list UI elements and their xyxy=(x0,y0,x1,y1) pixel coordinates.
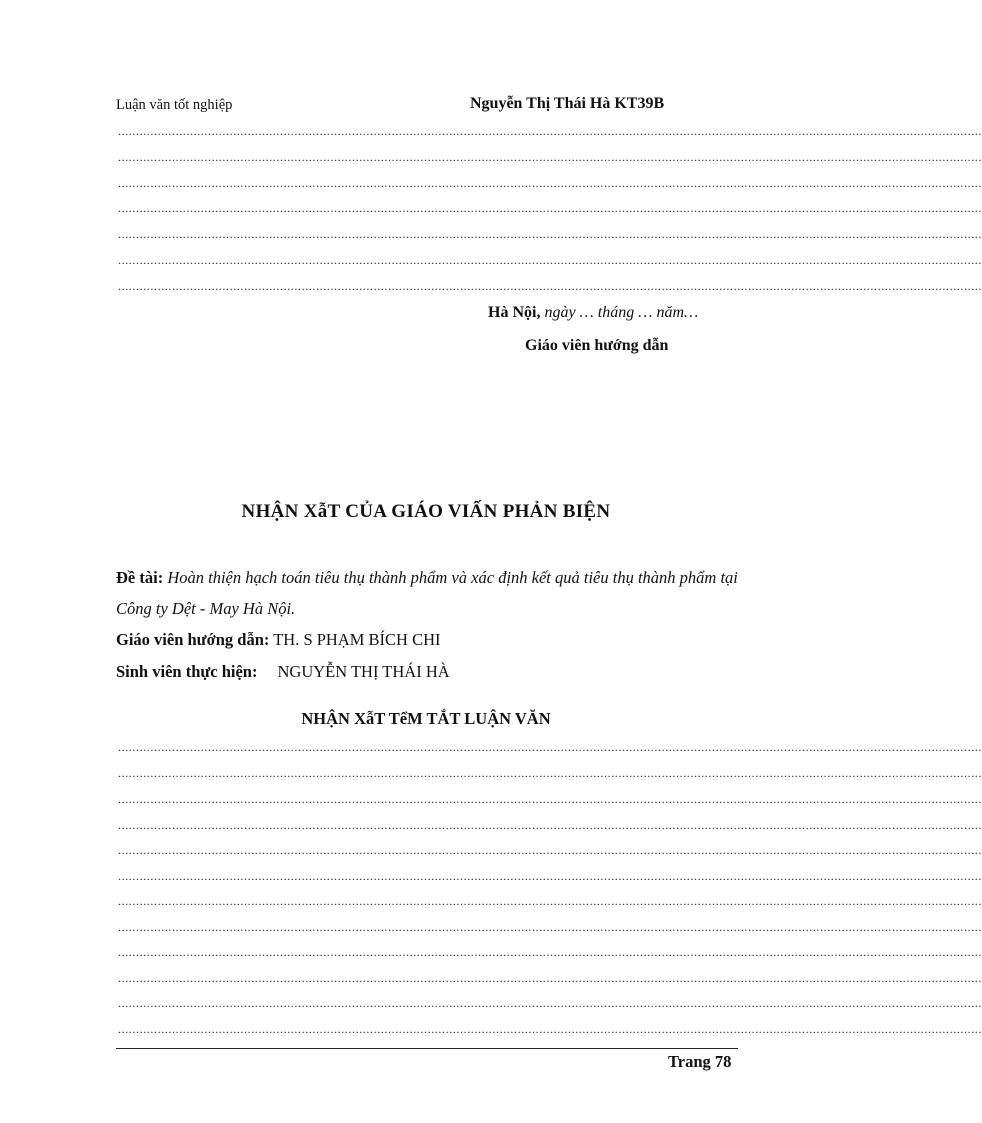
page-number: Trang 78 xyxy=(668,1052,732,1071)
dotted-line: ................................................................................................................................................................................................................................................ xyxy=(118,253,982,267)
date-city: Hà Nội, xyxy=(488,304,541,321)
dotted-line: ................................................................................................................................................................................................................................................ xyxy=(118,1022,982,1036)
dotted-line: ................................................................................................................................................................................................................................................ xyxy=(118,150,982,164)
dotted-line: ................................................................................................................................................................................................................................................ xyxy=(118,279,982,293)
dotted-line: ................................................................................................................................................................................................................................................ xyxy=(118,971,982,985)
dotted-line: ................................................................................................................................................................................................................................................ xyxy=(118,818,982,832)
dotted-line: ................................................................................................................................................................................................................................................ xyxy=(118,843,982,857)
advisor-signature-label: Giáo viên hướng dẫn xyxy=(525,337,669,354)
advisor-row xyxy=(116,630,441,650)
student-row xyxy=(116,662,450,682)
advisor-label: Giáo viên hướng dẫn: xyxy=(116,630,270,649)
dotted-line: ................................................................................................................................................................................................................................................ xyxy=(118,124,982,138)
student-label: Sinh viên thực hiện: xyxy=(116,662,258,681)
topic-paragraph xyxy=(116,562,756,624)
dotted-line: ................................................................................................................................................................................................................................................ xyxy=(118,792,982,806)
section-subtitle: NHẬN XẫT TểM TẮT LUẬN VĂN xyxy=(301,709,551,728)
advisor-value: TH. S PHẠM BÍCH CHI xyxy=(269,630,441,649)
dotted-line: ................................................................................................................................................................................................................................................ xyxy=(118,996,982,1010)
dotted-line: ................................................................................................................................................................................................................................................ xyxy=(118,869,982,883)
dotted-line: ................................................................................................................................................................................................................................................ xyxy=(118,740,982,754)
topic-label: Đề tài: xyxy=(116,568,164,587)
topic-text: Hoàn thiện hạch toán tiêu thụ thành phẩm và xác định kết quả tiêu thụ thành phẩm tại Công ty Dệt - May Hà Nội. xyxy=(116,568,738,618)
page-title: NHẬN XẫT CỦA GIÁO VIẤN PHẢN BIỆN xyxy=(241,501,611,522)
date-rest: ngày … tháng … năm… xyxy=(540,304,699,321)
dotted-line: ................................................................................................................................................................................................................................................ xyxy=(118,201,982,215)
student-value: NGUYỄN THỊ THÁI HÀ xyxy=(277,662,450,681)
header-right: Nguyễn Thị Thái Hà KT39B xyxy=(470,95,665,112)
footer-divider xyxy=(116,1048,738,1049)
dotted-line: ................................................................................................................................................................................................................................................ xyxy=(118,766,982,780)
dotted-line: ................................................................................................................................................................................................................................................ xyxy=(118,945,982,959)
dotted-line: ................................................................................................................................................................................................................................................ xyxy=(118,894,982,908)
dotted-line: ................................................................................................................................................................................................................................................ xyxy=(118,176,982,190)
dotted-line: ................................................................................................................................................................................................................................................ xyxy=(118,227,982,241)
dotted-line: ................................................................................................................................................................................................................................................ xyxy=(118,920,982,934)
date-line xyxy=(488,304,698,322)
header-left: Luận văn tốt nghiệp xyxy=(116,97,233,113)
